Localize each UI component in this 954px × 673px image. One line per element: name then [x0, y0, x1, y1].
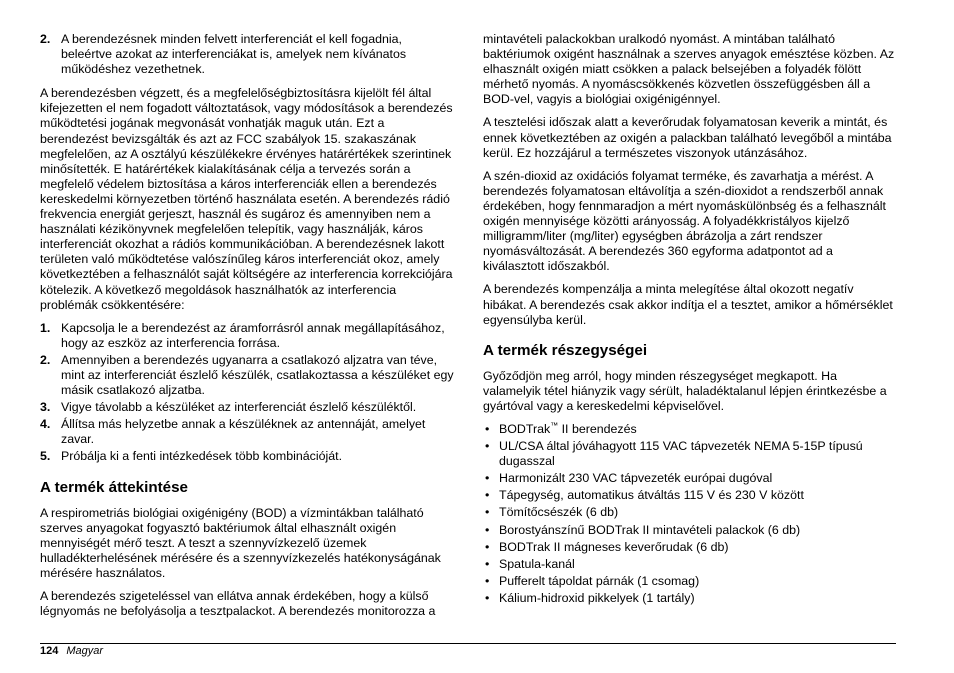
page-number: 124 — [40, 645, 59, 657]
item-text: BODTrak II mágneses keverőrudak (6 db) — [499, 539, 729, 554]
page-footer — [40, 644, 103, 658]
list-item — [483, 557, 896, 572]
bullet-icon: • — [485, 590, 490, 605]
item-text: BODTrak — [499, 421, 551, 436]
interference-steps-list — [40, 321, 454, 465]
item-text-suffix: II berendezés — [558, 421, 637, 436]
bullet-icon: • — [485, 421, 490, 436]
step-item — [40, 449, 454, 464]
step-number: 5. — [40, 449, 51, 464]
item-text: Harmonizált 230 VAC tápvezeték európai dugóval — [499, 471, 773, 486]
item-text: Tömítőcsészék (6 db) — [499, 505, 619, 520]
bullet-icon: • — [485, 522, 490, 537]
step-item — [40, 321, 454, 351]
fcc-condition-item — [40, 32, 454, 77]
bullet-icon: • — [485, 439, 490, 454]
item-text: A berendezésnek minden felvett interferenciát el kell fogadnia, beleértve azokat az interferenciákat is, amelyek nem kívánatos működéshez vezethetnek. — [61, 32, 407, 77]
list-item — [483, 523, 896, 538]
bullet-icon: • — [485, 488, 490, 503]
step-number: 1. — [40, 320, 51, 335]
footer-language: Magyar — [66, 645, 104, 657]
fcc-paragraph: A berendezésben végzett, és a megfelelőségbiztosításra kijelölt fél által kifejezetten el nem fogadott változtatások, vagy módosítások a berendezés működtetési jogának megvonását vonhatják maguk után. Ezt a berendezést bevizsgálták és azt az FCC szabályok 15. szakaszának megfelelően, az A osztályú készülékekre érvényes határértékek szerintinek minősítették. E határértékek kialakításának célja a tervezés során a megfelelő védelem biztosítása a káros interferenciák ellen a berendezés kereskedelmi környezetben történő használata esetén. A berendezés rádió frekvencia energiát gerjeszt, használ és sugároz és amennyiben nem a használati kézikönyvnek megfelelően telepítik, vagy használják, káros interferenciát okozhat a rádiós kommunikációban. A berendezésnek lakott területen való működtetése valószínűleg káros interferenciát okoz, amely következtében a felhasználót saját költségére az interferencia korrekciójára kötelezik. A következő megoldások használhatók az interferencia problémák csökkentésére: — [40, 86, 453, 312]
step-number: 2. — [40, 352, 51, 367]
overview-paragraph: A respirometriás biológiai oxigénigény (BOD) a vízmintákban található szerves anyagokat fogyasztó baktériumok által elhasznált oxigén mennyiségét mérő teszt. A teszt a szennyvízkezelő üzemek hulladékterhelésének mérésére és a szennyvízkezelés hatékonyságának mérésére használatos. — [40, 505, 441, 580]
overview-paragraph-continued: mintavételi palackokban uralkodó nyomást. A mintában található baktériumok oxigént használnak a szerves anyagok emésztése közben. Az elhasznált oxigén miatt csökken a palack belsejében a folyadék fölött mérhető nyomás. A nyomáscsökkenés közvetlen összefüggésben áll a BOD-vel, vagyis a biológiai oxigénigénnyel. — [483, 32, 895, 107]
temperature-paragraph: A berendezés kompenzálja a minta melegítése által okozott negatív hibákat. A berendezés csak akkor indítja el a tesztet, amikor a hőmérséklet egyensúlyba kerül. — [483, 282, 893, 327]
item-text: Borostyánszínű BODTrak II mintavételi palackok (6 db) — [499, 522, 801, 537]
section-heading-overview: A termék áttekintése — [40, 478, 189, 496]
step-item — [40, 400, 454, 415]
list-item — [483, 505, 896, 520]
list-item — [483, 422, 896, 437]
step-text: Próbálja ki a fenti intézkedések több kombinációját. — [61, 449, 343, 464]
list-item — [483, 540, 896, 555]
item-text: Spatula-kanál — [499, 556, 575, 571]
bullet-icon: • — [485, 471, 490, 486]
fcc-condition-list — [40, 32, 454, 77]
list-item — [483, 471, 896, 486]
item-text: Pufferelt tápoldat párnák (1 csomag) — [499, 573, 700, 588]
parts-paragraph: Győződjön meg arról, hogy minden részegységet megkapott. Ha valamelyik tétel hiányzik vagy sérült, haladéktalanul lépjen érintkezésbe a gyártóval vagy a kereskedelmi képviselővel. — [483, 368, 887, 413]
step-number: 4. — [40, 417, 51, 432]
step-text: Amennyiben a berendezés ugyanarra a csatlakozó aljzatra van téve, mint az interferenciát észlelő készülék, csatlakoztassa a készüléket egy másik csatlakozó aljzatba. — [61, 352, 454, 398]
footer-divider — [40, 643, 896, 644]
step-number: 3. — [40, 400, 51, 415]
overview-paragraph: A berendezés szigeteléssel van ellátva annak érdekében, hogy a külső légnyomás ne befolyásolja a tesztpalackot. A berendezés monitorozza a — [40, 589, 436, 619]
bullet-icon: • — [485, 573, 490, 588]
step-item — [40, 353, 454, 398]
trademark-mark: ™ — [550, 420, 559, 430]
section-heading-parts: A termék részegységei — [483, 341, 648, 359]
list-item — [483, 439, 896, 469]
list-item — [483, 488, 896, 503]
item-text: UL/CSA által jóváhagyott 115 VAC tápvezeték NEMA 5-15P típusú dugasszal — [499, 439, 863, 469]
parts-list — [483, 422, 896, 606]
stirring-paragraph: A tesztelési időszak alatt a keverőrudak folyamatosan keverik a mintát, és ennek következtében az oxigén a palackban található levegőből a mintába kerül. Ez hozzájárul a természetes viszonyok utánzásához. — [483, 115, 892, 160]
step-text: Állítsa más helyzetbe annak a készüléknek az antennáját, amelyet zavar. — [61, 417, 426, 447]
list-item — [483, 591, 896, 606]
bullet-icon: • — [485, 556, 490, 571]
list-item — [483, 574, 896, 589]
item-text: Kálium-hidroxid pikkelyek (1 tartály) — [499, 590, 695, 605]
bullet-icon: • — [485, 505, 490, 520]
left-column — [40, 32, 454, 627]
step-text: Kapcsolja le a berendezést az áramforrásról annak megállapításához, hogy az eszköz az interferencia forrása. — [61, 320, 445, 350]
item-number: 2. — [40, 32, 51, 46]
step-text: Vigye távolabb a készüléket az interferenciát észlelő készüléktől. — [61, 400, 417, 415]
co2-paragraph: A szén-dioxid az oxidációs folyamat terméke, és zavarhatja a mérést. A berendezés folyamatosan eltávolítja a szén-dioxidot a rendszerből annak érdekében, hogy fennmaradjon a mért nyomáskülönbség és a felhasznált oxigén mennyisége közötti arányosság. A folyadékkristályos kijelző milligramm/liter (mg/liter) egységben ábrázolja a zárt rendszer nyomásváltozását. A berendezés 360 egyforma adatpontot ad a kiválasztott időszakból. — [483, 168, 886, 274]
item-text: Tápegység, automatikus átváltás 115 V és 230 V között — [499, 488, 804, 503]
step-item — [40, 417, 454, 447]
bullet-icon: • — [485, 539, 490, 554]
right-column — [483, 32, 896, 608]
